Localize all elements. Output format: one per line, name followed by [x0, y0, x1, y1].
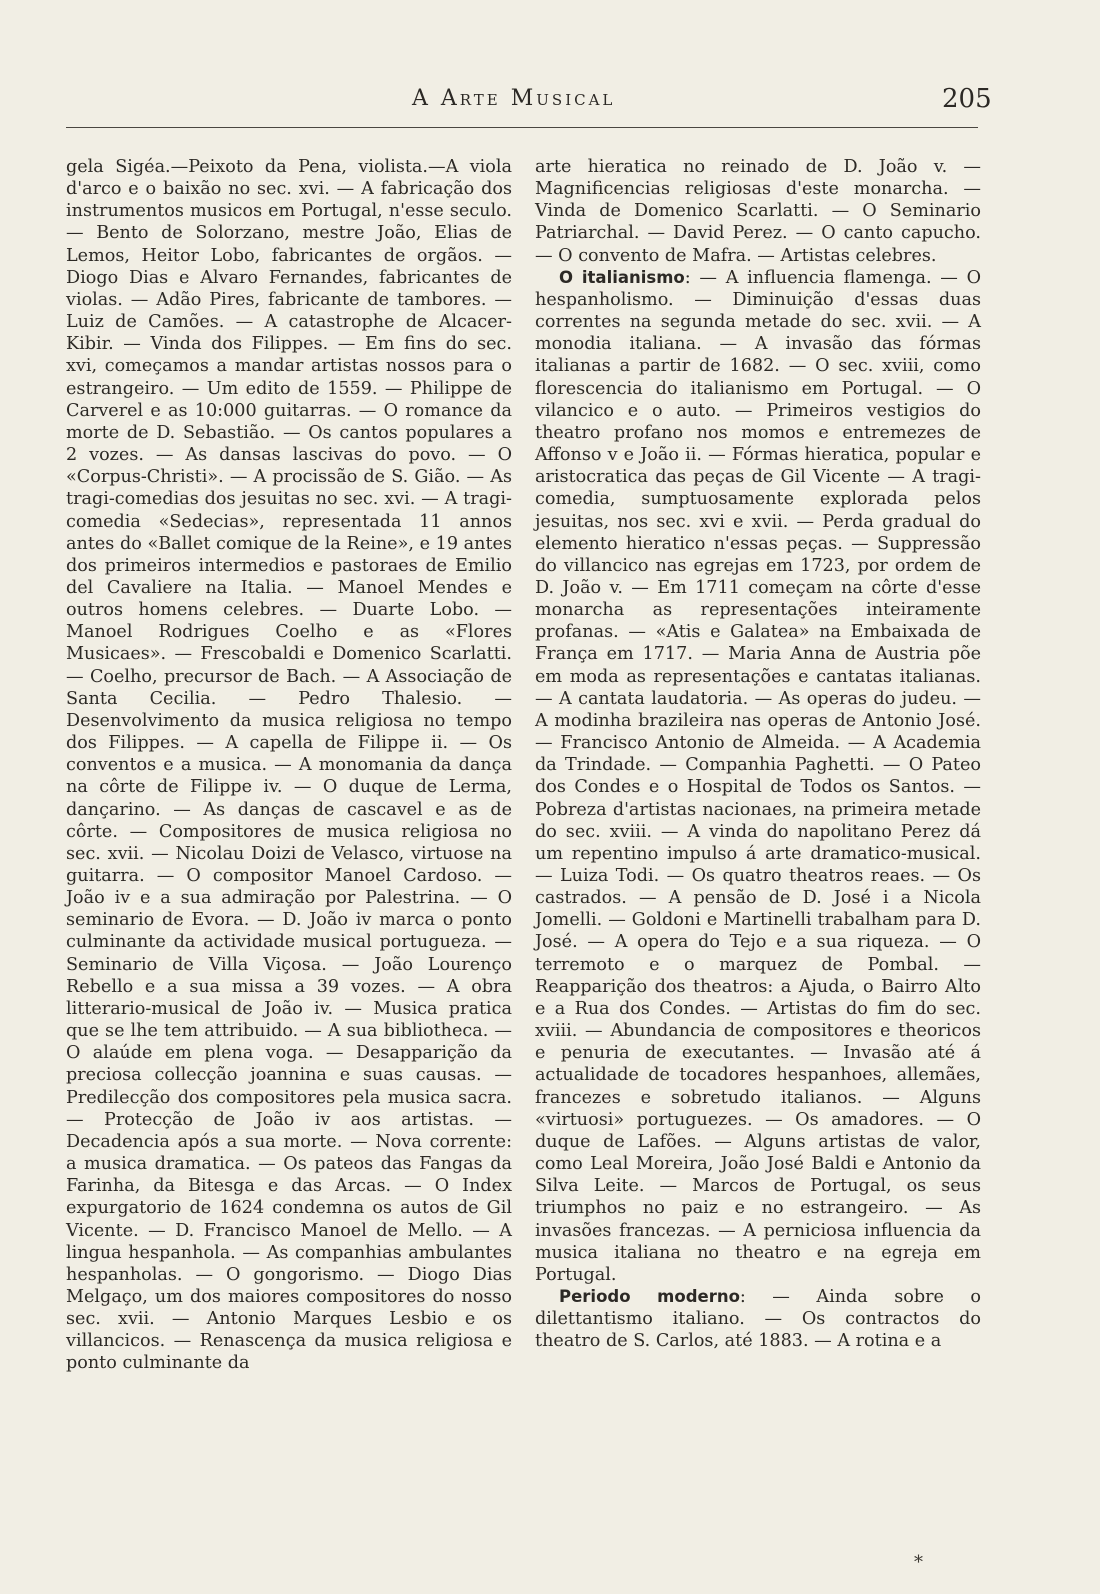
footer-asterisk: * — [914, 1552, 923, 1573]
section-text-italianismo: : — A influencia flamenga. — O hespanholismo. — Diminuição d'essas duas correntes na segunda metade do sec. xvii. — A monodia italiana. — A invasão das fórmas italianas a partir de 1682. — O sec. xviii, como florescencia do italianismo em Portugal. — O vilancico e o auto. — Primeiros vestigios do theatro profano nos momos e entremezes de Affonso v e João ii. — Fórmas hieratica, popular e aristocratica das peças de Gil Vicente — A tragi-comedia, sumptuosamente explorada pelos jesuitas, nos sec. xvi e xvii. — Perda gradual do elemento hieratico n'essas peças. — Suppressão do villancico nas egrejas em 1723, por ordem de D. João v. — Em 1711 começam na côrte d'esse monarcha as representações inteiramente profanas. — «Atis e Galatea» na Embaixada de França em 1717. — Maria Anna de Austria põe em moda as representações e cantatas italianas. — A cantata laudatoria. — As operas do judeu. — A modinha brazileira nas operas de Antonio José. — Francisco Antonio de Almeida. — A Academia da Trindade. — Companhia Paghetti. — O Pateo dos Condes e o Hospital de Todos os Santos. — Pobreza d'artistas nacionaes, na primeira metade do sec. xviii. — A vinda do napolitano Perez dá um repentino impulso á arte dramatico-musical. — Luiza Todi. — Os quatro theatros reaes. — Os castrados. — A pensão de D. José i a Nicola Jomelli. — Goldoni e Martinelli trabalham para D. José. — A opera do Tejo e a sua riqueza. — O terremoto e o marquez de Pombal. — Reapparição dos theatros: a Ajuda, o Bairro Alto e a Rua dos Condes. — Artistas do fim do sec. xviii. — Abundancia de compositores e theoricos e penuria de executantes. — Invasão até á actualidade de tocadores hespanhoes, allemães, francezes e sobretudo italianos. — Alguns «virtuosi» portuguezes. — Os amadores. — O duque de Lafões. — Alguns artistas de valor, como Leal Moreira, João José Baldi e Antonio da Silva Leite. — Marcos de Portugal, os seus triumphos no paiz e no estrangeiro. — As invasões francezas. — A perniciosa influencia da musica italiana no theatro e na egreja em Portugal. — [535, 267, 981, 1285]
running-header — [0, 86, 1100, 120]
running-title: A Arte Musical — [412, 86, 616, 111]
section-italianismo — [535, 267, 981, 1286]
right-column-continuation: arte hieratica no reinado de D. João v. — Magnificencias religiosas d'este monarcha. — Vinda de Domenico Scarlatti. — O Seminario Patriarchal. — David Perez. — O canto capucho. — O convento de Mafra. — Artistas celebres. — [535, 157, 981, 266]
section-title-periodo-moderno: Periodo moderno — [559, 1286, 740, 1306]
section-title-italianismo: O italianismo — [559, 267, 685, 287]
right-column — [535, 156, 981, 1352]
section-text-periodo-moderno: : — Ainda sobre o dilettantismo italiano. — Os contractos do theatro de S. Carlos, até 1883. — A rotina e a — [535, 1286, 981, 1352]
left-column — [66, 156, 512, 1375]
left-column-text: gela Sigéa.—Peixoto da Pena, violista.—A viola d'arco e o baixão no sec. xvi. — A fabricação dos instrumentos musicos em Portugal, n'esse seculo. — Bento de Solorzano, mestre João, Elias de Lemos, Heitor Lobo, fabricantes de orgãos. — Diogo Dias e Alvaro Fernandes, fabricantes de violas. — Adão Pires, fabricante de tambores. — Luiz de Camões. — A catastrophe de Alcacer-Kibir. — Vinda dos Filippes. — Em fins do sec. xvi, começamos a mandar artistas nossos para o estrangeiro. — Um edito de 1559. — Philippe de Carverel e as 10:000 guitarras. — O romance da morte de D. Sebastião. — Os cantos populares a 2 vozes. — As dansas lascivas do povo. — O «Corpus-Christi». — A procissão de S. Gião. — As tragi-comedias dos jesuitas no sec. xvi. — A tragi-comedia «Sedecias», representada 11 annos antes do «Ballet comique de la Reine», e 19 antes dos primeiros intermedios e pastoraes de Emilio del Cavaliere na Italia. — Manoel Mendes e outros homens celebres. — Duarte Lobo. — Manoel Rodrigues Coelho e as «Flores Musicaes». — Frescobaldi e Domenico Scarlatti. — Coelho, precursor de Bach. — A Associação de Santa Cecilia. — Pedro Thalesio. — Desenvolvimento da musica religiosa no tempo dos Filippes. — A capella de Filippe ii. — Os conventos e a musica. — A monomania da dança na côrte de Filippe iv. — O duque de Lerma, dançarino. — As danças de cascavel e as de côrte. — Compositores de musica religiosa no sec. xvii. — Nicolau Doizi de Velasco, virtuose na guitarra. — O compositor Manoel Cardoso. — João iv e a sua admiração por Palestrina. — O seminario de Evora. — D. João iv marca o ponto culminante da actividade musical portugueza. — Seminario de Villa Viçosa. — João Lourenço Rebello e a sua missa a 39 vozes. — A obra litterario-musical de João iv. — Musica pratica que se lhe tem attribuido. — A sua bibliotheca. — O alaúde em plena voga. — Desapparição da preciosa collecção joannina e suas causas. — Predilecção dos compositores pela musica sacra. — Protecção de João iv aos artistas. — Decadencia após a sua morte. — Nova corrente: a musica dramatica. — Os pateos das Fangas da Farinha, da Bitesga e das Arcas. — O Index expurgatorio de 1624 condemna os autos de Gil Vicente. — D. Francisco Manoel de Mello. — A lingua hespanhola. — As companhias ambulantes hespanholas. — O gongorismo. — Diogo Dias Melgaço, um dos maiores compositores do nosso sec. xvii. — Antonio Marques Lesbio e os villancicos. — Renascença da musica religiosa e ponto culminante da — [66, 157, 512, 1374]
header-rule — [66, 127, 978, 128]
page-number: 205 — [942, 84, 992, 114]
section-periodo-moderno — [535, 1286, 981, 1352]
